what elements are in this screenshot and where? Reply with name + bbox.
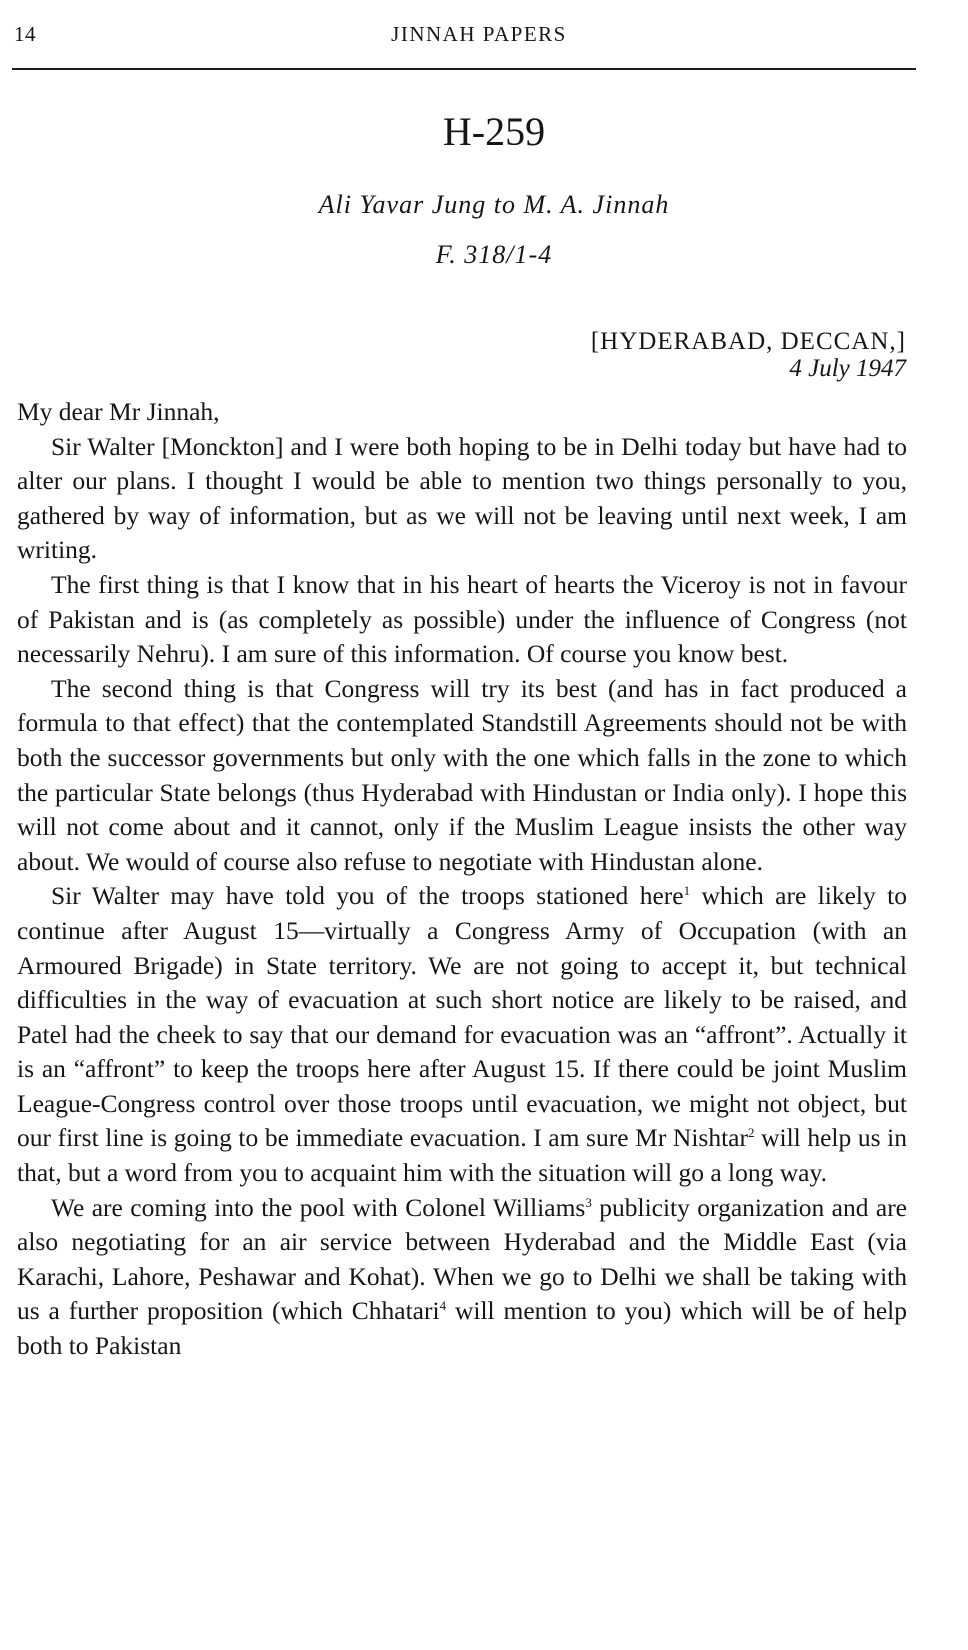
running-head — [14, 18, 924, 48]
footnote-marker-4: 4 — [439, 1298, 447, 1314]
paragraph-5-part-c: will mention to you) which will be of help both to Pakistan — [17, 1296, 907, 1361]
paragraph-3: The second thing is that Congress will try its best (and has in fact produced a formula to that effect) that the contemplated Standstill Agreements should not be with both the successor governments but only with the one which falls in the zone to which the particular State belongs (thus Hyderabad with Hindustan or India only). I hope this will not come about and it cannot, only if the Muslim League insists the other way about. We would of course also refuse to negotiate with Hindustan alone. — [17, 673, 907, 876]
salutation: My dear Mr Jinnah, — [17, 397, 220, 426]
document-subtitle: Ali Yavar Jung to M. A. Jinnah — [318, 190, 670, 219]
paragraph-1: Sir Walter [Monckton] and I were both hoping to be in Delhi today but have had to alter our plans. I thought I would be able to mention two things personally to you, gathered by way of information, but as we will not be leaving until next week, I am writing. — [17, 431, 907, 565]
paragraph-5 — [17, 1191, 907, 1364]
paragraph-5-part-b: publicity organization and are also negotiating for an air service between Hyderabad and the Middle East (via Karachi, Lahore, Peshawar and Kohat). When we go to Delhi we shall be taking with us a further proposition (which Chhatari — [17, 1192, 908, 1326]
paragraph-4-part-a: Sir Walter may have told you of the troops stationed here — [51, 881, 684, 911]
document-number: H-259 — [442, 109, 546, 154]
running-title: JINNAH PAPERS — [391, 22, 567, 46]
paragraph-2: The first thing is that I know that in his heart of hearts the Viceroy is not in favour of Pakistan and is (as completely as possible) under the influence of Congress (not necessarily Nehru). I am sure of this information. Of course you know best. — [17, 569, 907, 669]
paragraph-4-part-b: which are likely to continue after August 15—virtually a Congress Army of Occupation (with an Armoured Brigade) in State territory. We are not going to accept it, but technical difficulties in the way of evacuation at such short notice are likely to be raised, and Patel had the cheek to say that our demand for evacuation was an “affront”. Actually it is an “affront” to keep the troops here after August 15. If there could be joint Muslim League-Congress control over those troops until evacuation, we might not object, but our first line is going to be immediate evacuation. I am sure Mr Nishtar — [17, 881, 907, 1153]
paragraph-4-part-c: will help us in that, but a word from you to acquaint him with the situation will go a long way. — [17, 1123, 907, 1188]
page-number: 14 — [14, 22, 36, 46]
footnote-marker-2: 2 — [747, 1125, 755, 1141]
letter-place: [HYDERABAD, DECCAN,] — [590, 328, 906, 355]
footnote-marker-3: 3 — [585, 1194, 592, 1210]
letter-date: 4 July 1947 — [789, 355, 906, 382]
document-reference: F. 318/1-4 — [435, 240, 553, 269]
footnote-marker-1: 1 — [683, 883, 691, 899]
letter-body — [17, 395, 907, 1364]
header-rule — [12, 68, 916, 70]
paragraph-5-part-a: We are coming into the pool with Colonel Williams — [51, 1192, 586, 1222]
paragraph-4 — [17, 879, 907, 1190]
